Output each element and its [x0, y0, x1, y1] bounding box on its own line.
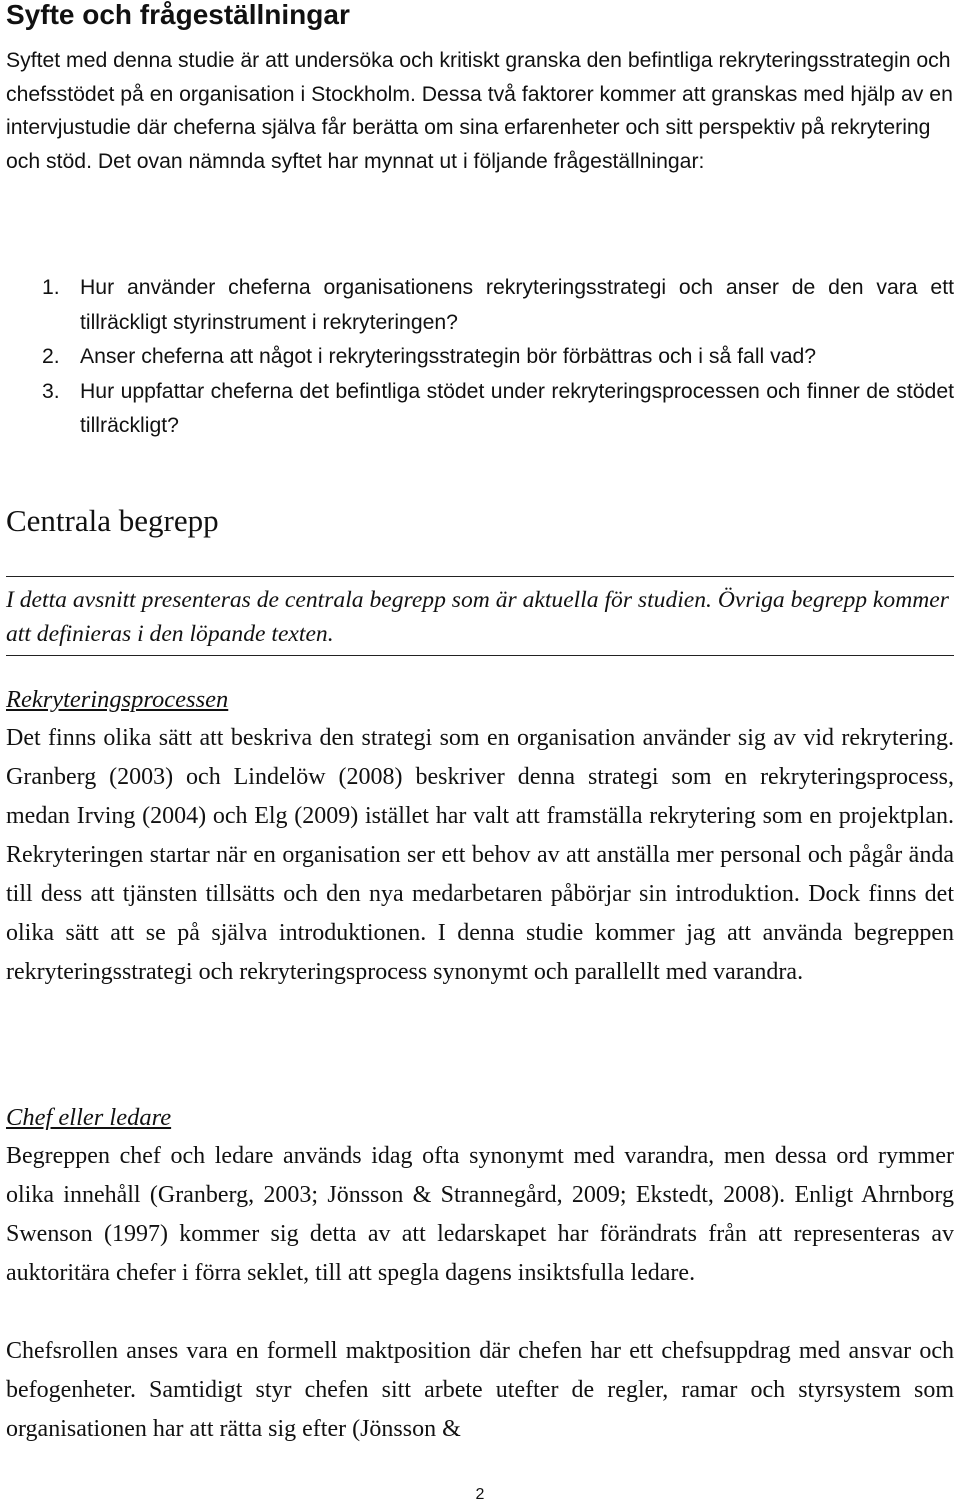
term-heading-chef-eller-ledare: Chef eller ledare: [6, 1104, 172, 1131]
question-text: Hur uppfattar cheferna det befintliga stödet under rekryteringsprocessen och finner de stödet tillräckligt?: [80, 379, 954, 437]
term-paragraph-chefsrollen: Chefsrollen anses vara en formell maktposition där chefen har ett chefsuppdrag med ansvar och befogenheter. Samtidigt styr chefen sitt arbete utefter de regler, ramar och styrsystem som organisationen har att rätta sig efter (Jönsson &: [6, 1338, 954, 1442]
research-questions-list: [6, 271, 954, 444]
question-item: [6, 340, 954, 375]
term-paragraph-rekryteringsprocessen: Det finns olika sätt att beskriva den strategi som en organisation använder sig av vid rekrytering. Granberg (2003) och Lindelöw (2008) beskriver denna strategi som en rekryteringsprocess, medan Irving (2004) och Elg (2009) istället har valt att framställa rekrytering som en projektplan. Rekryteringen startar när en organisation ser ett behov av att anställa mer personal och pågår ända till dess att tjänsten tillsätts och den nya medarbetaren påbörjar sin introduktion. Dock finns det olika sätt att se på själva introduktionen. I denna studie kommer jag att använda begreppen rekryteringsstrategi och rekryteringsprocess synonymt och parallellt med varandra.: [6, 725, 954, 985]
question-number: 2.: [42, 345, 60, 368]
term-paragraph-chef-eller-ledare: Begreppen chef och ledare används idag ofta synonymt med varandra, men dessa ord rymmer olika innehåll (Granberg, 2003; Jönsson & Strannegård, 2009; Ekstedt, 2008). Enligt Ahrnborg Swenson (1997) kommer sig detta av att ledarskapet har förändrats från att representeras av auktoritära chefer i förra seklet, till att spegla dagens insiktsfulla ledare.: [6, 1143, 954, 1286]
question-number: 3.: [42, 379, 60, 403]
question-number: 1.: [42, 276, 60, 299]
section-title: Syfte och frågeställningar: [6, 0, 350, 30]
question-text: Anser cheferna att något i rekryteringsstrategin bör förbättras och i så fall vad?: [80, 345, 817, 368]
question-item: [6, 375, 954, 444]
concepts-intro-box: I detta avsnitt presenteras de centrala begrepp som är aktuella för studien. Övriga begrepp kommer att definieras i den löpande texten.: [6, 576, 954, 656]
concepts-heading: Centrala begrepp: [6, 503, 219, 538]
intro-paragraph: Syftet med denna studie är att undersöka och kritiskt granska den befintliga rekryteringsstrategin och chefsstödet på en organisation i Stockholm. Dessa två faktorer kommer att granskas med hjälp av en intervjustudie där cheferna själva får berätta om sina erfarenheter och sitt perspektiv på rekrytering och stöd. Det ovan nämnda syftet har mynnat ut i följande frågeställningar:: [6, 49, 953, 173]
question-item: [6, 271, 954, 340]
term-heading-rekryteringsprocessen: Rekryteringsprocessen: [6, 686, 229, 713]
page-number: 2: [475, 1486, 485, 1503]
question-text: Hur använder cheferna organisationens rekryteringsstrategi och anser de den vara ett tillräckligt styrinstrument i rekryteringen?: [80, 276, 954, 334]
